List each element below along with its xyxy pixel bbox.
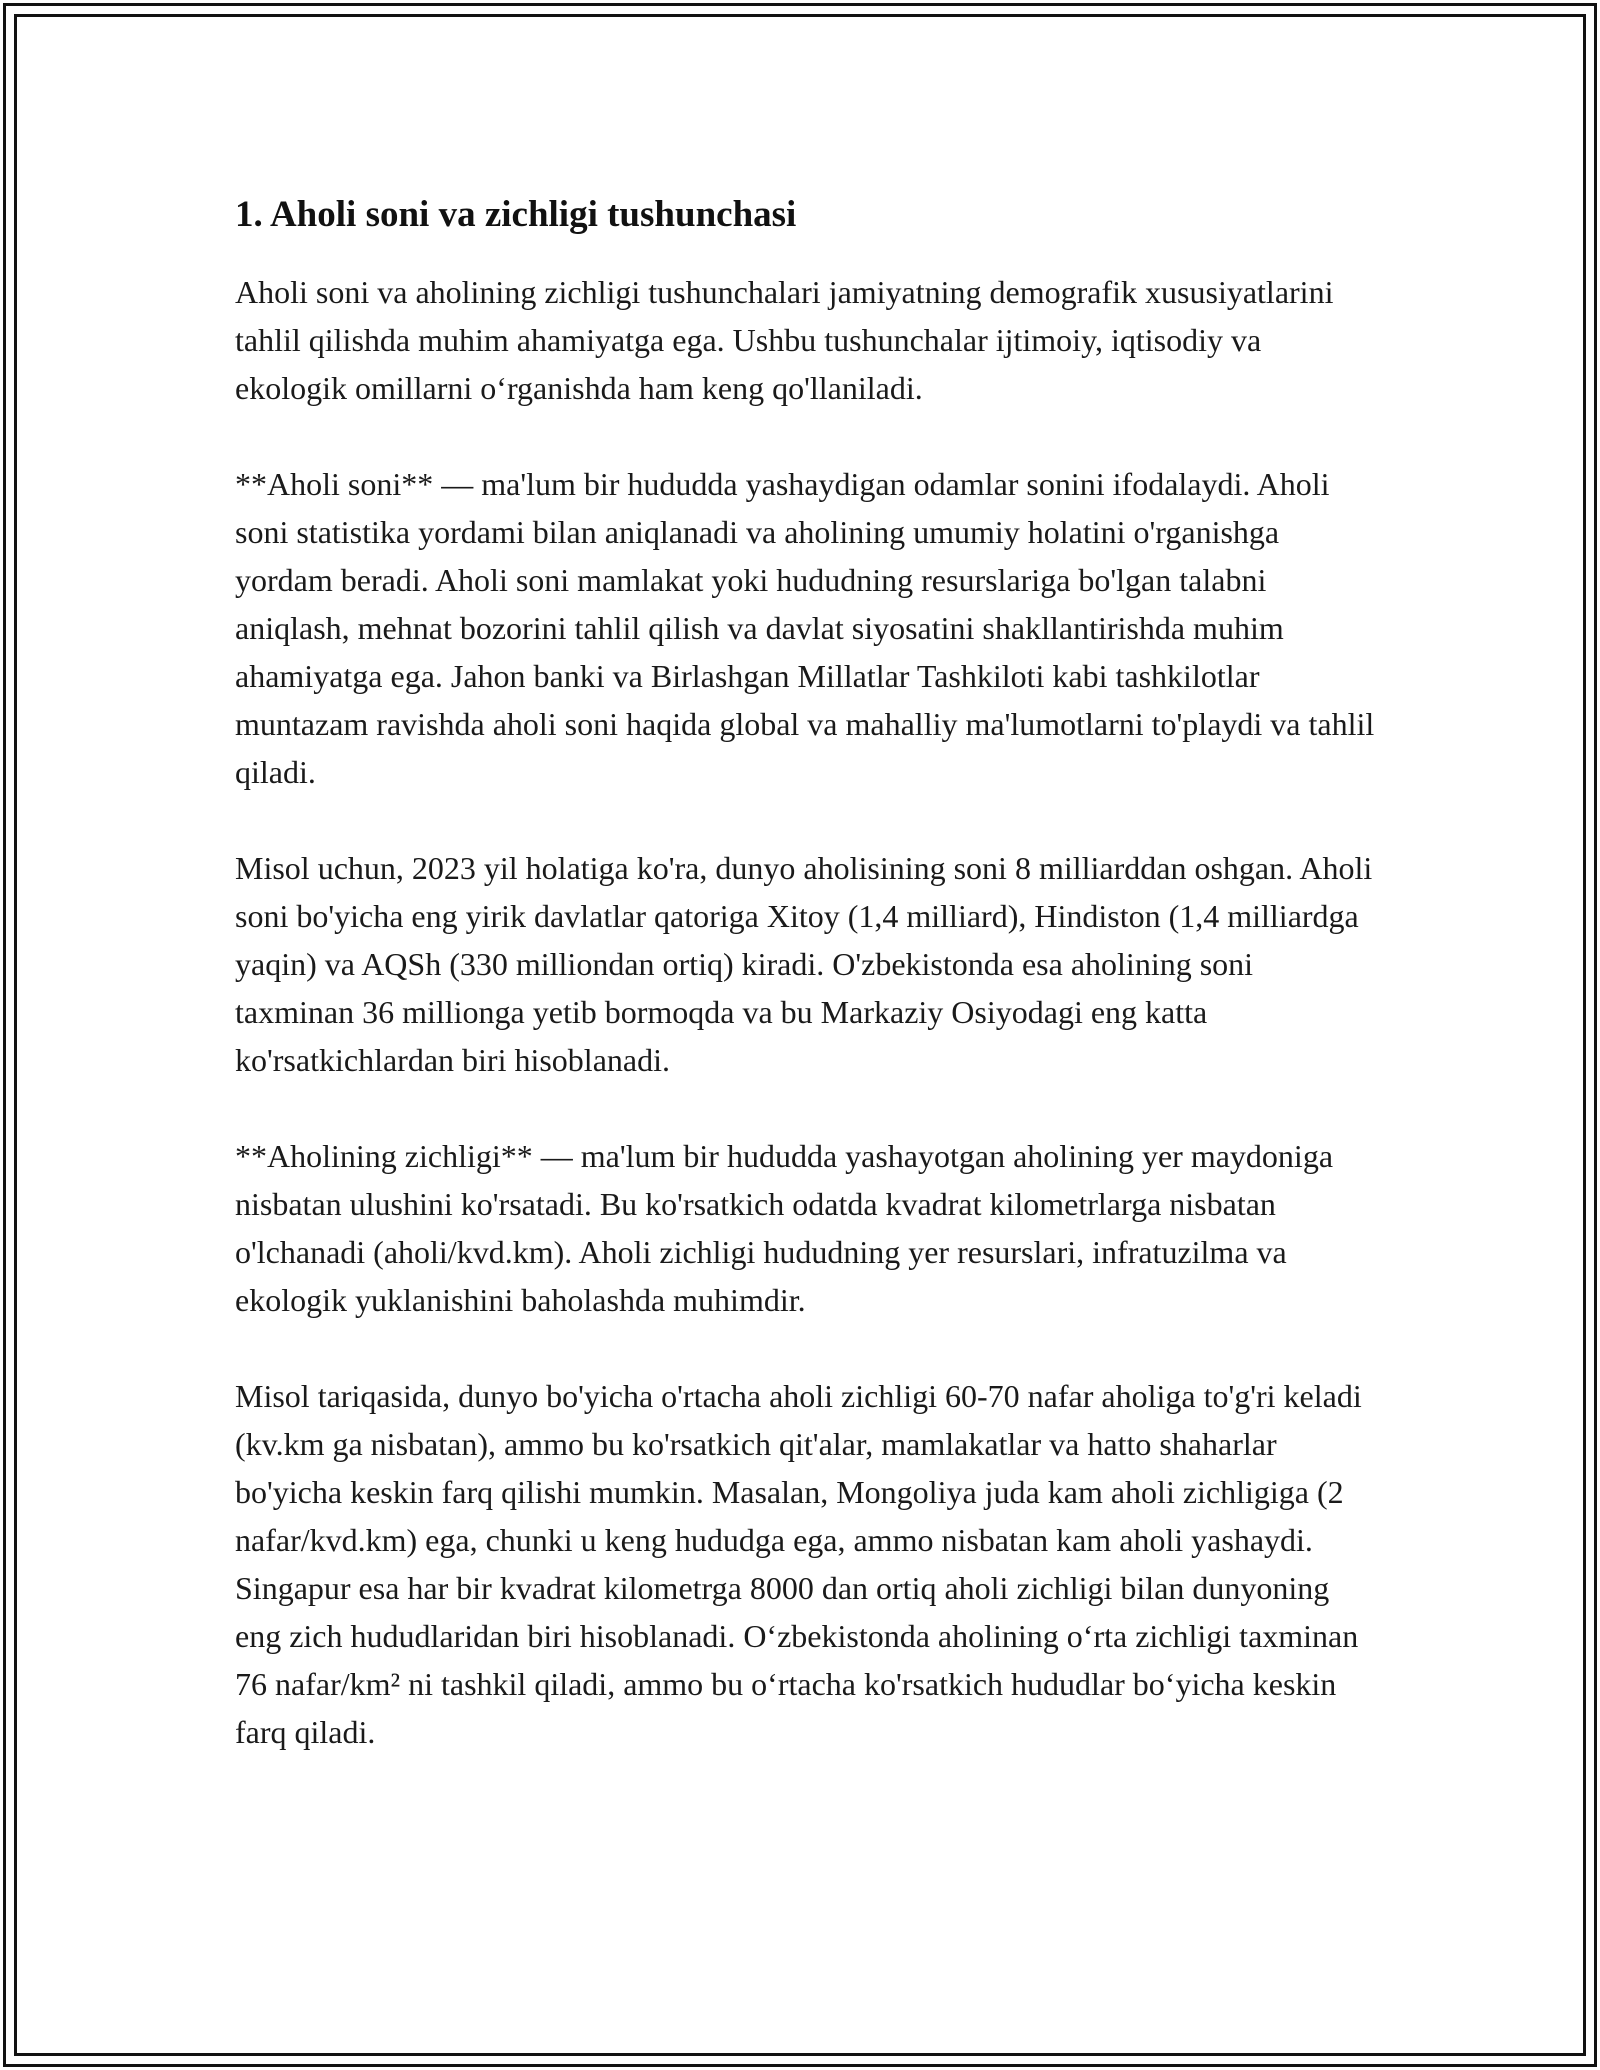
document-body xyxy=(235,188,1375,1804)
paragraph-population-definition: **Aholi soni** — ma'lum bir hududda yashaydigan odamlar sonini ifodalaydi. Aholi soni statistika yordami bilan aniqlanadi va aholining umumiy holatini o'rganishga yordam beradi. Aholi soni mamlakat yoki hududning resurslariga bo'lgan talabni aniqlash, mehnat bozorini tahlil qilish va davlat siyosatini shakllantirishda muhim ahamiyatga ega. Jahon banki va Birlashgan Millatlar Tashkiloti kabi tashkilotlar muntazam ravishda aholi soni haqida global va mahalliy ma'lumotlarni to'playdi va tahlil qiladi. xyxy=(235,466,1375,790)
section-heading: 1. Aholi soni va zichligi tushunchasi xyxy=(235,194,797,235)
paragraph-intro: Aholi soni va aholining zichligi tushunchalari jamiyatning demografik xususiyatlarini tahlil qilishda muhim ahamiyatga ega. Ushbu tushunchalar ijtimoiy, iqtisodiy va ekologik omillarni o‘rganishda ham keng qo'llaniladi. xyxy=(235,274,1334,406)
paragraph-density-definition: **Aholining zichligi** — ma'lum bir hududda yashayotgan aholining yer maydoniga nisbatan ulushini ko'rsatadi. Bu ko'rsatkich odatda kvadrat kilometrlarga nisbatan o'lchanadi (aholi/kvd.km). Aholi zichligi hududning yer resurslari, infratuzilma va ekologik yuklanishini baholashda muhimdir. xyxy=(235,1138,1334,1318)
paragraph-density-example: Misol tariqasida, dunyo bo'yicha o'rtacha aholi zichligi 60-70 nafar aholiga to'g'ri keladi (kv.km ga nisbatan), ammo bu ko'rsatkich qit'alar, mamlakatlar va hatto shaharlar bo'yicha keskin farq qilishi mumkin. Masalan, Mongoliya juda kam aholi zichligiga (2 nafar/kvd.km) ega, chunki u keng hududga ega, ammo nisbatan kam aholi yashaydi. Singapur esa har bir kvadrat kilometrga 8000 dan ortiq aholi zichligi bilan dunyoning eng zich hududlaridan biri hisoblanadi. O‘zbekistonda aholining o‘rta zichligi taxminan 76 nafar/km² ni tashkil qiladi, ammo bu o‘rtacha ko'rsatkich hududlar bo‘yicha keskin farq qiladi. xyxy=(235,1378,1362,1750)
paragraph-population-example: Misol uchun, 2023 yil holatiga ko'ra, dunyo aholisining soni 8 milliarddan oshgan. Aholi soni bo'yicha eng yirik davlatlar qatoriga Xitoy (1,4 milliard), Hindiston (1,4 milliardga yaqin) va AQSh (330 milliondan ortiq) kiradi. O'zbekistonda esa aholining soni taxminan 36 millionga yetib bormoqda va bu Markaziy Osiyodagi eng katta ko'rsatkichlardan biri hisoblanadi. xyxy=(235,850,1373,1078)
